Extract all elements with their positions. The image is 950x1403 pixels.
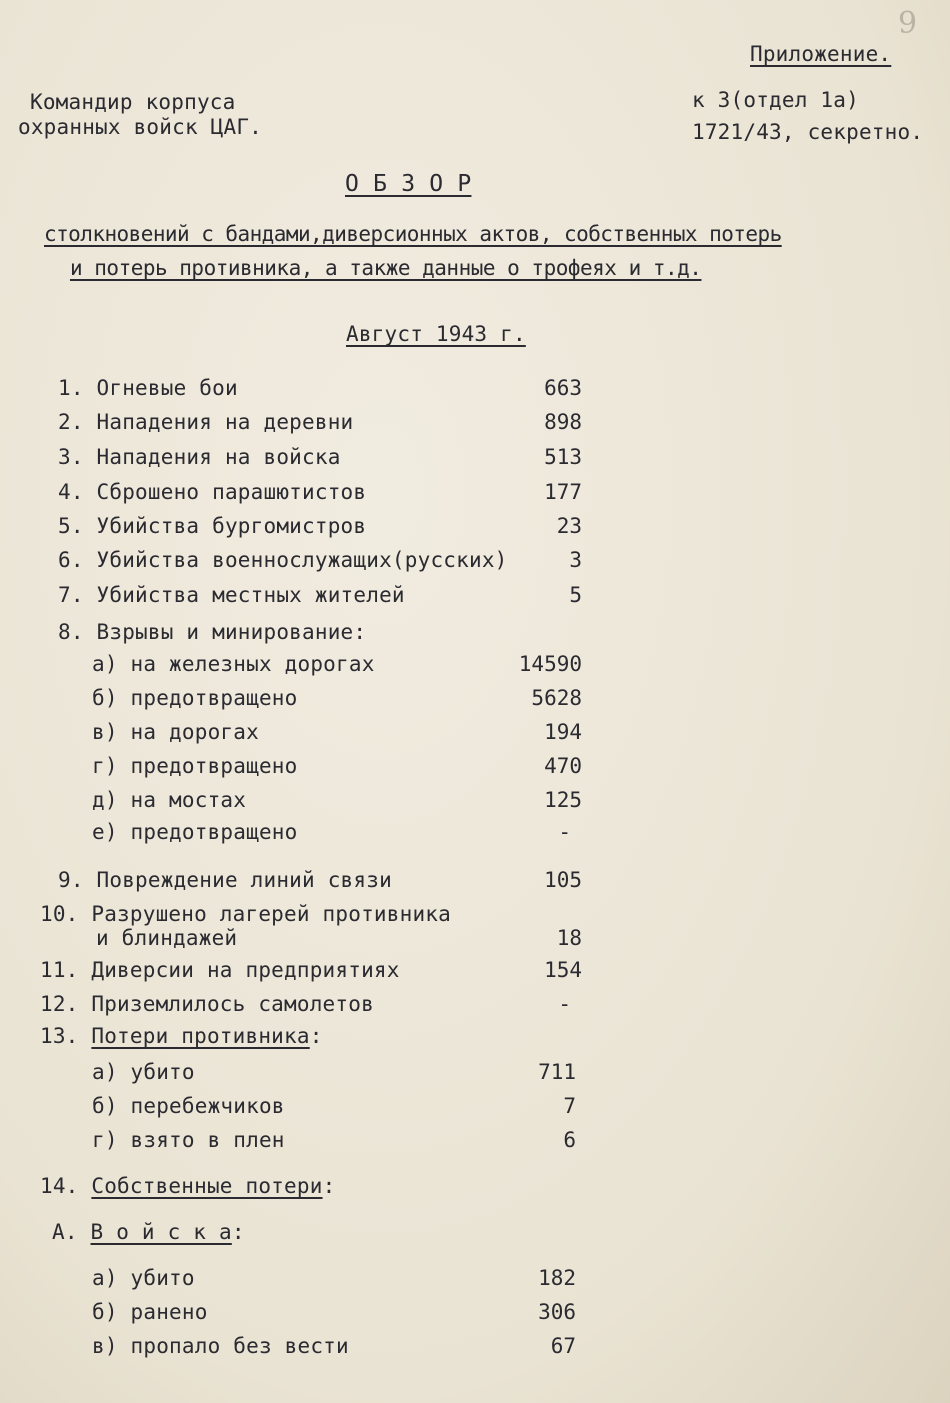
subsection-letter: А. [52, 1220, 91, 1244]
sender-line1: Командир корпуса [30, 90, 236, 114]
subitem-label: е) предотвращено [92, 820, 298, 844]
subitem-value: 194 [544, 720, 582, 744]
item-value: 105 [544, 868, 582, 892]
item-label: 4. Сброшено парашютистов [58, 480, 367, 504]
subitem-label: б) ранено [92, 1300, 208, 1324]
section-number: 14. [40, 1174, 92, 1198]
document-heading: О Б З О Р [345, 171, 472, 197]
sender-line2: охранных войск ЦАГ. [18, 115, 263, 139]
item-value: 18 [556, 926, 582, 950]
item-value: 513 [544, 445, 582, 469]
subitem-label: а) убито [92, 1060, 195, 1084]
item-label: 12. Приземлилось самолетов [40, 992, 374, 1016]
page-number-mark: 9 [898, 6, 918, 41]
item-label: 2. Нападения на деревни [58, 410, 354, 434]
subitem-label: г) взято в плен [92, 1128, 285, 1152]
item-value: 177 [544, 480, 582, 504]
document-subtitle-line1: столкновений с бандами,диверсионных актов, собственных потерь [44, 222, 782, 246]
subitem-value: 6 [563, 1128, 576, 1152]
item-label: 10. Разрушено лагерей противника [40, 902, 451, 926]
item-label: 6. Убийства военнослужащих(русских) [58, 548, 508, 572]
item-label: 9. Повреждение линий связи [58, 868, 392, 892]
subsection-colon: : [231, 1220, 245, 1244]
item-value: - [558, 992, 571, 1016]
section-heading-own-losses [40, 1174, 335, 1198]
item-value: 5 [569, 583, 582, 607]
subitem-value: 182 [538, 1266, 576, 1290]
appendix-reference-line2: 1721/43, секретно. [692, 120, 924, 144]
subitem-label: б) предотвращено [92, 686, 298, 710]
section-colon: : [309, 1024, 323, 1048]
item-label: 1. Огневые бои [58, 376, 238, 400]
subitem-value: 711 [538, 1060, 576, 1084]
subitem-label: в) на дорогах [92, 720, 259, 744]
item-value: 23 [556, 514, 582, 538]
subitem-label: д) на мостах [92, 788, 247, 812]
item-value: 898 [544, 410, 582, 434]
subitem-label: а) убито [92, 1266, 195, 1290]
subitem-value: 67 [550, 1334, 576, 1358]
subsection-title: В о й с к а [90, 1220, 232, 1244]
appendix-title: Приложение. [750, 42, 892, 66]
item-label: 5. Убийства бургомистров [58, 514, 367, 538]
section-colon: : [322, 1174, 336, 1198]
subitem-value: 14590 [518, 652, 582, 676]
item-value: 663 [544, 376, 582, 400]
section-title: Собственные потери [91, 1174, 323, 1198]
item-label: 8. Взрывы и минирование: [58, 620, 367, 644]
subitem-value: - [558, 820, 571, 844]
item-value: 3 [569, 548, 582, 572]
document-subtitle-line2: и потерь противника, а также данные о трофеях и т.д. [70, 256, 702, 280]
item-label-continuation: и блиндажей [96, 926, 238, 950]
subitem-label: а) на железных дорогах [92, 652, 375, 676]
subitem-label: в) пропало без вести [92, 1334, 349, 1358]
subitem-label: б) перебежчиков [92, 1094, 285, 1118]
item-label: 7. Убийства местных жителей [58, 583, 405, 607]
subitem-label: г) предотвращено [92, 754, 298, 778]
item-label: 3. Нападения на войска [58, 445, 341, 469]
item-value: 154 [544, 958, 582, 982]
section-number: 13. [40, 1024, 92, 1048]
subitem-value: 5628 [531, 686, 582, 710]
section-title: Потери противника [91, 1024, 310, 1048]
subitem-value: 470 [544, 754, 582, 778]
section-heading-enemy-losses [40, 1024, 323, 1048]
appendix-reference-line1: к 3(отдел 1а) [692, 88, 859, 112]
subitem-value: 7 [563, 1094, 576, 1118]
report-period: Август 1943 г. [346, 322, 526, 346]
subitem-value: 125 [544, 788, 582, 812]
subitem-value: 306 [538, 1300, 576, 1324]
item-label: 11. Диверсии на предприятиях [40, 958, 400, 982]
subsection-heading-troops [52, 1220, 245, 1244]
